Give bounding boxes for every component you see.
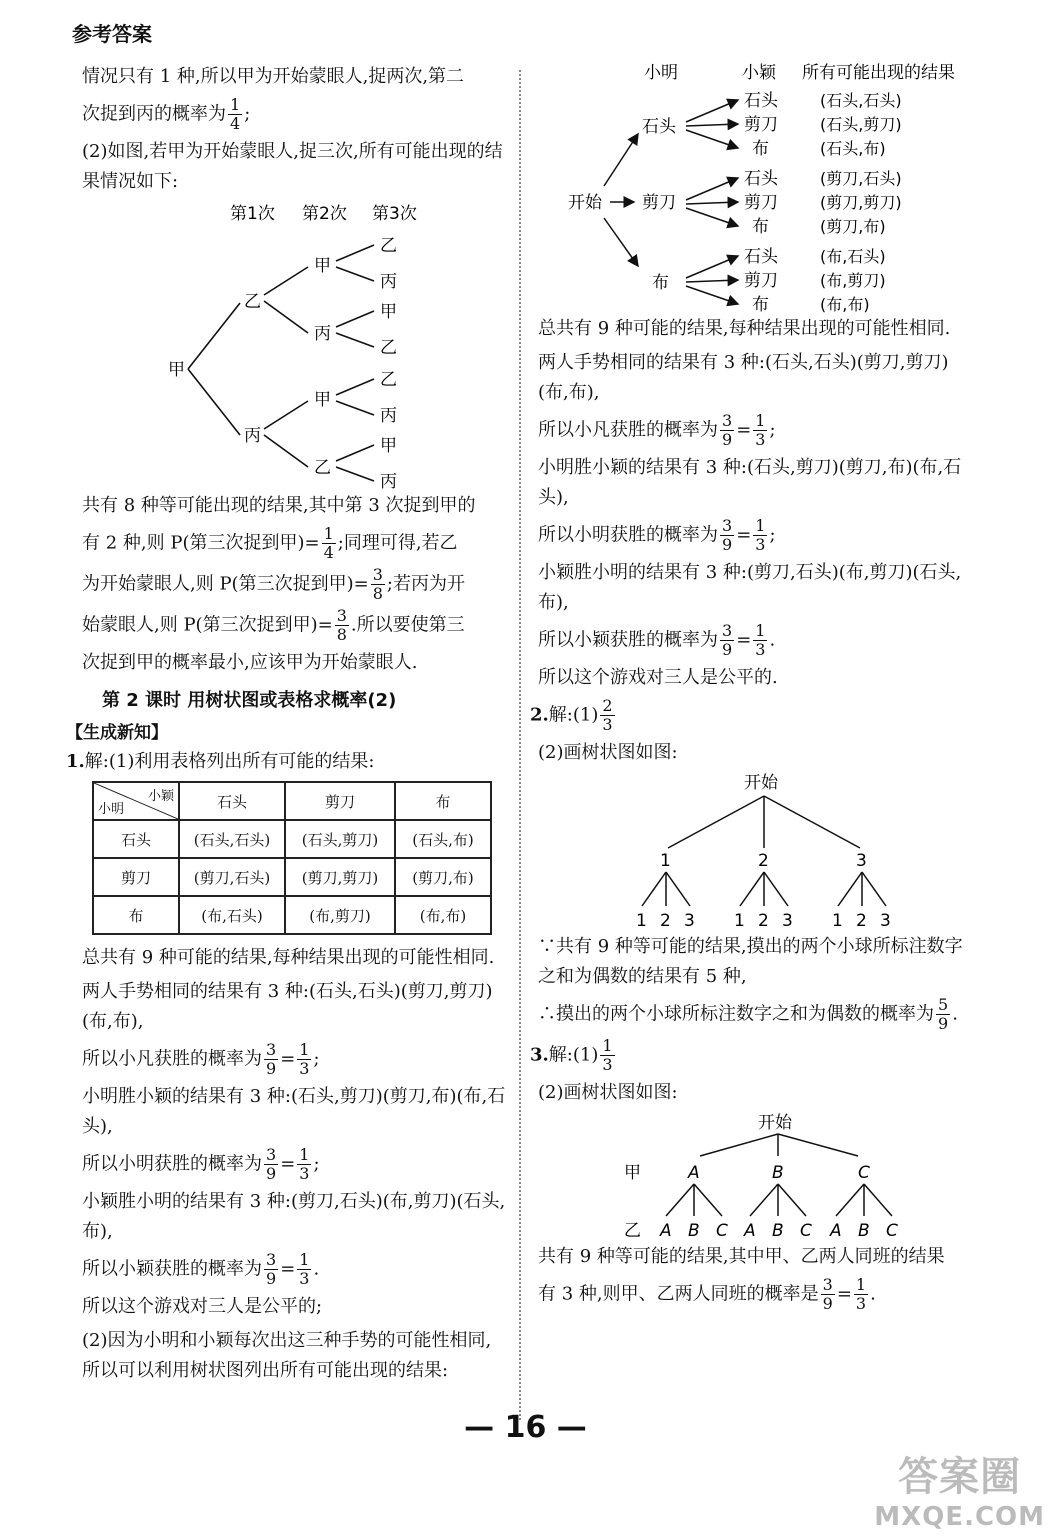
tree-leaf: 丙	[380, 272, 397, 292]
tree-node: 开始	[568, 193, 602, 213]
fraction: $\frac{1}{4}$	[323, 524, 334, 562]
tree-leaf: C	[800, 1221, 812, 1241]
text-line: 所以小明获胜的概率为 $\frac{3}{9}$ = $\frac{1}{3}$ ;	[538, 516, 776, 554]
tree-node: 3	[856, 851, 867, 871]
text-line: 两人手势相同的结果有 3 种:(石头,石头)(剪刀,剪刀)(布,布),	[82, 981, 493, 1032]
page-number: — 16 —	[464, 1410, 587, 1445]
text-line: 小明胜小颖的结果有 3 种:(石头,剪刀)(剪刀,布)(布,石头),	[538, 457, 962, 508]
tree-leaf: 丙	[380, 406, 397, 426]
section-tag: 【生成新知】	[66, 723, 168, 743]
fraction: $\frac{3}{8}$	[336, 606, 347, 644]
tree-leaf: 石头	[744, 169, 778, 189]
table-cell: (布,石头)	[179, 896, 285, 934]
result-pair: (布,剪刀)	[820, 271, 886, 290]
tree-leaf: 1	[832, 911, 843, 931]
fraction: $\frac{3}{9}$	[722, 411, 733, 449]
text-line: 小颖胜小明的结果有 3 种:(剪刀,石头)(布,剪刀)(石头,布),	[82, 1191, 506, 1242]
table-cell: (石头,剪刀)	[285, 820, 395, 858]
tree-node: 开始	[758, 1113, 792, 1133]
tree-leaf: 乙	[380, 236, 397, 256]
text-line: 有 3 种,则甲、乙两人同班的概率是 $\frac{3}{9}$ = $\frac{1}{3}$ .	[538, 1275, 876, 1313]
text-line: ∵共有 9 种等可能的结果,摸出的两个小球所标注数字之和为偶数的结果有 5 种,	[538, 936, 963, 987]
fraction: $\frac{1}{3}$	[602, 1036, 613, 1074]
row-header: 布	[93, 896, 179, 934]
result-pair: (石头,石头)	[820, 91, 902, 110]
text-line: 所以小明获胜的概率为 $\frac{3}{9}$ = $\frac{1}{3}$ ;	[82, 1145, 320, 1183]
tree-leaf: 石头	[744, 91, 778, 111]
tree-node: A	[688, 1163, 700, 1183]
fraction: $\frac{1}{3}$	[299, 1250, 310, 1288]
tree-header: 小颖	[742, 63, 776, 83]
result-pair: (剪刀,剪刀)	[820, 193, 902, 212]
page-header: 参考答案	[72, 22, 152, 46]
text-line: 情况只有 1 种,所以甲为开始蒙眼人,捉两次,第二	[82, 66, 465, 87]
tree-leaf: 1	[636, 911, 647, 931]
left-column	[66, 62, 507, 1390]
table-cell: (石头,石头)	[179, 820, 285, 858]
tree-node: 乙	[314, 458, 331, 478]
results-table	[92, 781, 492, 935]
table-corner: 小颖 小明	[94, 783, 178, 819]
tree-leaf: 乙	[380, 370, 397, 390]
text-line: 共有 8 种等可能出现的结果,其中第 3 次捉到甲的	[82, 495, 476, 516]
text-line: (2)画树状图如图:	[538, 1082, 678, 1103]
tree-leaf: 2	[758, 911, 769, 931]
tree-diagram-balls	[538, 772, 978, 932]
fraction: $\frac{1}{3}$	[855, 1275, 867, 1313]
tree-leaf: 剪刀	[744, 271, 778, 291]
tree-node: 丙	[244, 426, 261, 446]
result-pair: (剪刀,布)	[820, 217, 886, 236]
fraction: $\frac{1}{3}$	[299, 1040, 310, 1078]
result-pair: (布,布)	[820, 295, 870, 314]
tree-node: 甲	[168, 360, 185, 380]
fraction: $\frac{1}{3}$	[755, 621, 766, 659]
tree-node: 2	[758, 851, 769, 871]
column-divider	[519, 70, 521, 1420]
tree-leaf: 布	[752, 295, 769, 314]
col-header: 剪刀	[285, 782, 395, 820]
tree-diagram-rps	[538, 62, 978, 314]
text-line: 次捉到甲的概率最小,应该甲为开始蒙眼人.	[82, 652, 418, 673]
question-3: 3.解:(1) $\frac{1}{3}$	[530, 1036, 613, 1074]
tree-leaf: 2	[856, 911, 867, 931]
text-line: 所以这个游戏对三人是公平的;	[82, 1296, 323, 1317]
text-line: (2)画树状图如图:	[538, 742, 678, 763]
table-cell: (布,剪刀)	[285, 896, 395, 934]
question-2: 2.解:(1) $\frac{2}{3}$	[530, 696, 613, 734]
tree-leaf: 3	[880, 911, 891, 931]
tree-leaf: A	[744, 1221, 756, 1241]
col-header: 石头	[179, 782, 285, 820]
fraction: $\frac{5}{9}$	[938, 995, 949, 1033]
tree-leaf: 3	[684, 911, 695, 931]
text-line: 所以小颖获胜的概率为 $\frac{3}{9}$ = $\frac{1}{3}$ .	[82, 1250, 320, 1288]
text-line: 次捉到丙的概率为 $\frac{1}{4}$ ;	[82, 95, 251, 133]
text-line: (2)因为小明和小颖每次出这三种手势的可能性相同,所以可以利用树状图列出所有可能出现的结果:	[82, 1330, 492, 1381]
tree-leaf: B	[688, 1221, 700, 1241]
tree-node: C	[858, 1163, 870, 1183]
tree-leaf: 3	[782, 911, 793, 931]
row-header: 剪刀	[93, 858, 179, 896]
fraction: $\frac{2}{3}$	[602, 696, 613, 734]
tree-node: 甲	[314, 256, 331, 276]
text-line: 所以这个游戏对三人是公平的.	[538, 667, 778, 688]
fraction: $\frac{3}{8}$	[372, 565, 383, 603]
question-1: 1.解:(1)利用表格列出所有可能的结果:	[66, 751, 375, 772]
fraction: $\frac{1}{4}$	[230, 95, 241, 133]
fraction: $\frac{3}{9}$	[722, 516, 733, 554]
result-pair: (石头,剪刀)	[820, 115, 902, 134]
text-line: 所以小颖获胜的概率为 $\frac{3}{9}$ = $\frac{1}{3}$ .	[538, 621, 776, 659]
text-line: ∴摸出的两个小球所标注数字之和为偶数的概率为 $\frac{5}{9}$ .	[538, 995, 958, 1033]
tree-leaf: A	[830, 1221, 842, 1241]
result-pair: (布,石头)	[820, 247, 886, 266]
tree-leaf: 剪刀	[744, 193, 778, 213]
table-cell: (布,布)	[395, 896, 491, 934]
fraction: $\frac{3}{9}$	[266, 1145, 277, 1183]
text-line: 始蒙眼人,则 P(第三次捉到甲)= $\frac{3}{8}$ .所以要使第三	[82, 606, 465, 644]
tree-node: 1	[660, 851, 671, 871]
fraction: $\frac{3}{9}$	[266, 1250, 277, 1288]
row-header: 石头	[93, 820, 179, 858]
tree-leaf: 2	[660, 911, 671, 931]
tree-node: B	[772, 1163, 784, 1183]
tree-header: 小明	[644, 63, 678, 83]
tree-leaf: 石头	[744, 247, 778, 267]
tree-header: 第2次	[302, 204, 347, 224]
fraction: $\frac{3}{9}$	[722, 621, 733, 659]
tree-leaf: A	[660, 1221, 672, 1241]
table-cell: (剪刀,剪刀)	[285, 858, 395, 896]
fraction: $\frac{1}{3}$	[755, 411, 766, 449]
fraction: $\frac{1}{3}$	[299, 1145, 310, 1183]
tree-leaf: B	[772, 1221, 784, 1241]
text-line: 所以小凡获胜的概率为 $\frac{3}{9}$ = $\frac{1}{3}$ ;	[538, 411, 776, 449]
tree-level-label: 甲	[624, 1163, 641, 1183]
tree-leaf: C	[886, 1221, 898, 1241]
text-line: 小明胜小颖的结果有 3 种:(石头,剪刀)(剪刀,布)(布,石头),	[82, 1086, 506, 1137]
lesson-title: 第 2 课时 用树状图或表格求概率(2)	[102, 690, 397, 711]
tree-node: 乙	[244, 292, 261, 312]
tree-level-label: 乙	[624, 1221, 641, 1241]
tree-node: 开始	[744, 773, 778, 793]
text-line: 小颖胜小明的结果有 3 种:(剪刀,石头)(布,剪刀)(石头,布),	[538, 562, 962, 613]
tree-node: 石头	[642, 117, 676, 137]
tree-diagram-capture	[82, 201, 507, 491]
tree-leaf: B	[858, 1221, 870, 1241]
tree-node: 甲	[314, 390, 331, 410]
tree-header: 所有可能出现的结果	[802, 63, 955, 83]
tree-leaf: 乙	[380, 338, 397, 358]
tree-leaf: C	[716, 1221, 728, 1241]
tree-node: 丙	[314, 324, 331, 344]
tree-diagram-classes	[538, 1112, 978, 1242]
text-line: 共有 9 种等可能的结果,其中甲、乙两人同班的结果	[538, 1246, 945, 1267]
text-line: 两人手势相同的结果有 3 种:(石头,石头)(剪刀,剪刀)(布,布),	[538, 352, 949, 403]
tree-leaf: 布	[752, 139, 769, 159]
tree-header: 第1次	[230, 204, 275, 224]
table-cell: (石头,布)	[395, 820, 491, 858]
tree-leaf: 剪刀	[744, 115, 778, 135]
col-header: 布	[395, 782, 491, 820]
tree-leaf: 丙	[380, 472, 397, 491]
tree-leaf: 布	[752, 217, 769, 237]
text-line: 总共有 9 种可能的结果,每种结果出现的可能性相同.	[82, 947, 495, 968]
result-pair: (剪刀,石头)	[820, 169, 902, 188]
tree-node: 布	[652, 273, 669, 293]
watermark: 答案圈 MXQE.COM	[874, 1454, 1045, 1532]
fraction: $\frac{3}{9}$	[822, 1275, 833, 1313]
text-line: 所以小凡获胜的概率为 $\frac{3}{9}$ = $\frac{1}{3}$ ;	[82, 1040, 320, 1078]
text-line: 总共有 9 种可能的结果,每种结果出现的可能性相同.	[538, 318, 951, 339]
table-cell: (剪刀,石头)	[179, 858, 285, 896]
text-line: 有 2 种,则 P(第三次捉到甲)= $\frac{1}{4}$ ;同理可得,若乙	[82, 524, 458, 562]
tree-node: 剪刀	[642, 193, 676, 213]
table-cell: (剪刀,布)	[395, 858, 491, 896]
tree-header: 第3次	[372, 204, 417, 224]
text-line: 为开始蒙眼人,则 P(第三次捉到甲)= $\frac{3}{8}$ ;若丙为开	[82, 565, 465, 603]
tree-leaf: 甲	[380, 436, 397, 456]
text-line: (2)如图,若甲为开始蒙眼人,捉三次,所有可能出现的结果情况如下:	[82, 141, 503, 192]
fraction: $\frac{1}{3}$	[755, 516, 766, 554]
result-pair: (石头,布)	[820, 139, 886, 158]
right-column	[530, 62, 978, 1317]
tree-leaf: 1	[734, 911, 745, 931]
tree-leaf: 甲	[380, 302, 397, 322]
fraction: $\frac{3}{9}$	[266, 1040, 277, 1078]
